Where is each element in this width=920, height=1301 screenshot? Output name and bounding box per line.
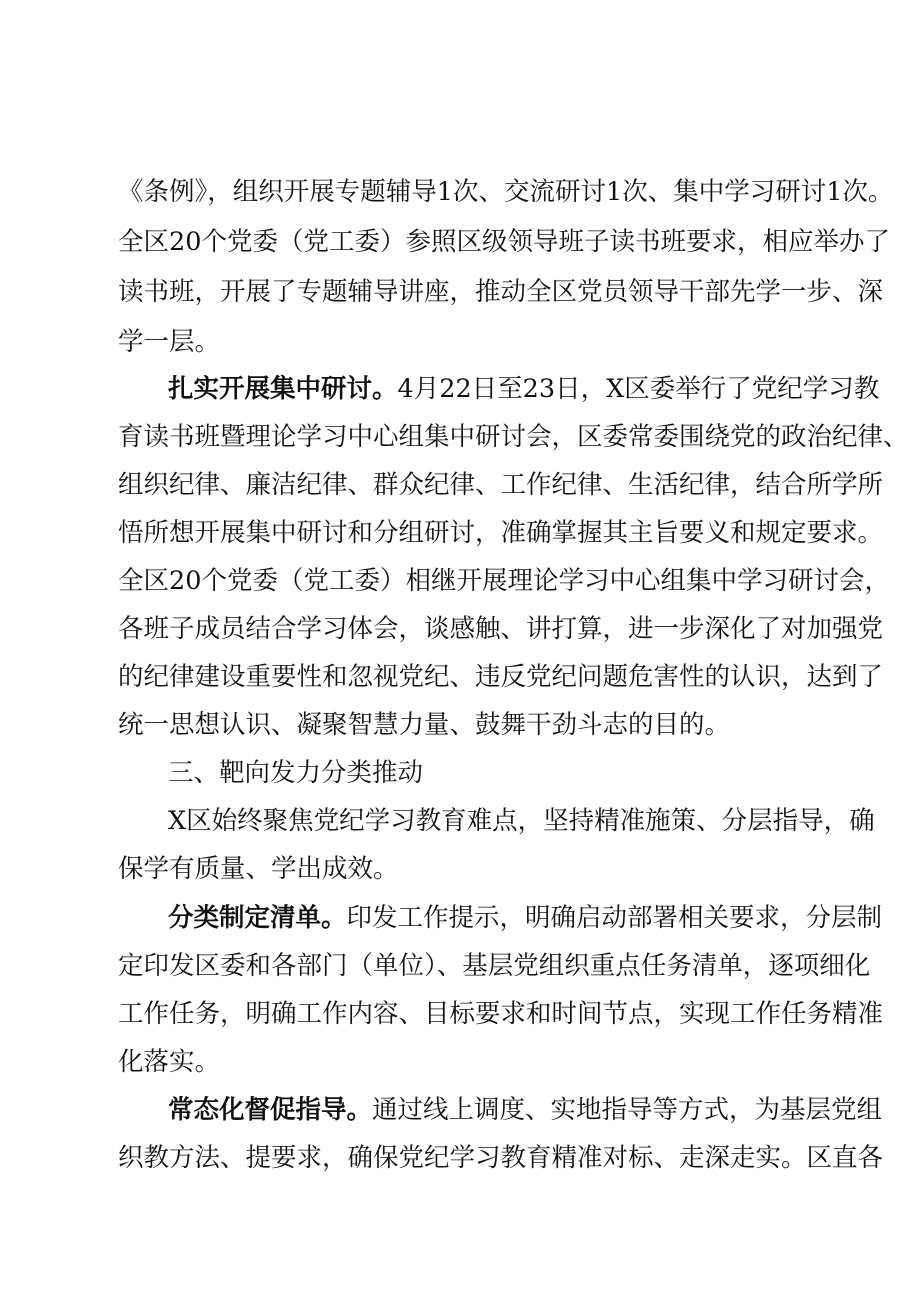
text-line: 保学有质量、学出成效。: [118, 854, 399, 884]
text-line: 全区20个党委（党工委）参照区级领导班子读书班要求，相应举办了: [118, 227, 890, 257]
text-line: 工作任务，明确工作内容、目标要求和时间节点，实现工作任务精准: [118, 999, 884, 1029]
paragraph-first-line: 扎实开展集中研讨。4月22日至23日，X区委举行了党纪学习教: [168, 374, 880, 404]
text-line: 织教方法、提要求，确保党纪学习教育精准对标、走深走实。区直各: [118, 1143, 884, 1173]
text-line: 化落实。: [118, 1047, 221, 1077]
paragraph-first-line: X区始终聚焦党纪学习教育难点，坚持精准施策、分层指导，确: [168, 806, 875, 836]
text-line: 各班子成员结合学习体会，谈感触、讲打算，进一步深化了对加强党: [118, 614, 884, 644]
text-line: 读书班，开展了专题辅导讲座，推动全区党员领导干部先学一步、深: [118, 277, 884, 307]
paragraph-first-line: 常态化督促指导。通过线上调度、实地指导等方式，为基层党组: [168, 1095, 883, 1125]
paragraph-lead-title: 常态化督促指导。: [168, 1095, 373, 1125]
text-line: 定印发区委和各部门（单位）、基层党组织重点任务清单，逐项细化: [118, 951, 871, 981]
section-heading: 三、靶向发力分类推动: [168, 758, 424, 788]
text-line: 学一层。: [118, 327, 221, 357]
text-line: 全区20个党委（党工委）相继开展理论学习中心组集中学习研讨会，: [118, 566, 890, 596]
text-line: 的纪律建设重要性和忽视党纪、违反党纪问题危害性的认识，达到了: [118, 662, 884, 692]
text-line: 《条例》，组织开展专题辅导1次、交流研讨1次、集中学习研讨1次。: [118, 177, 894, 207]
paragraph-lead-title: 分类制定清单。: [168, 903, 347, 933]
text-line: 悟所想开展集中研讨和分组研讨，准确掌握其主旨要义和规定要求。: [118, 518, 884, 548]
paragraph-lead-title: 扎实开展集中研讨。: [168, 374, 398, 404]
paragraph-first-line: 分类制定清单。印发工作提示，明确启动部署相关要求，分层制: [168, 903, 883, 933]
text-line: 育读书班暨理论学习中心组集中研讨会，区委常委围绕党的政治纪律、: [118, 422, 909, 452]
text-line: 组织纪律、廉洁纪律、群众纪律、工作纪律、生活纪律，结合所学所: [118, 470, 884, 500]
text-line: 统一思想认识、凝聚智慧力量、鼓舞干劲斗志的目的。: [118, 710, 731, 740]
